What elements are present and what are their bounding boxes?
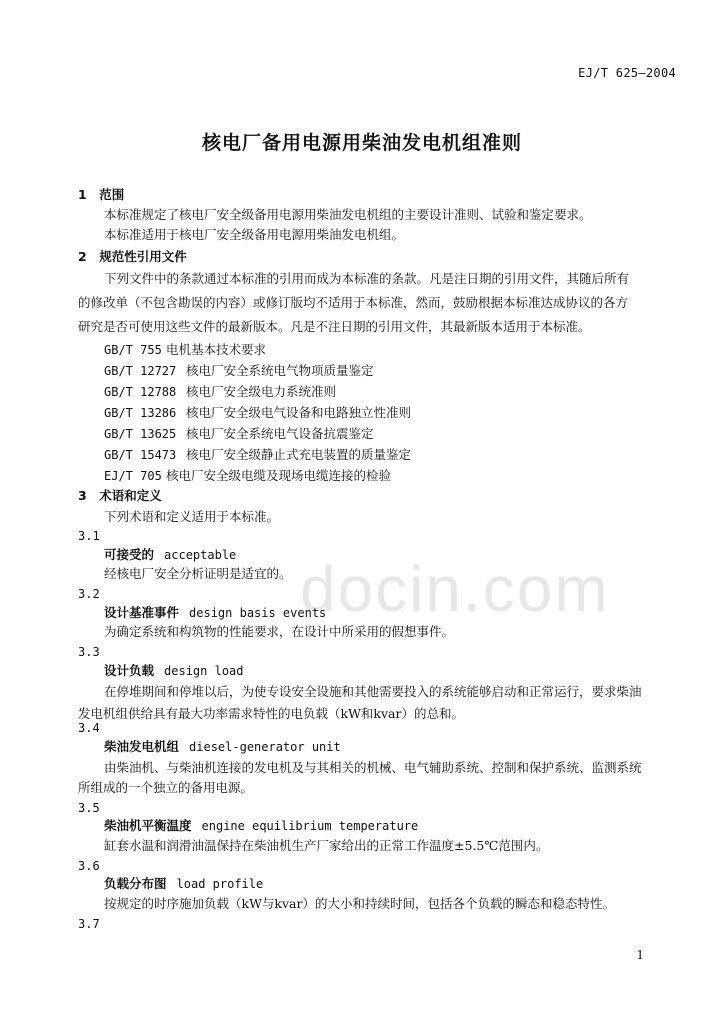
term-definition: 按规定的时序施加负载（kW与kvar）的大小和持续时间，包括各个负载的瞬态和稳态特性。 xyxy=(104,896,615,911)
section-2-paragraph-line-3: 研究是否可使用这些文件的最新版本。凡是不注日期的引用文件，其最新版本适用于本标准。 xyxy=(78,319,591,334)
term-en: design load xyxy=(164,664,244,678)
reference-code: GB/T 12727 xyxy=(104,364,177,378)
section-3-intro: 下列术语和定义适用于本标准。 xyxy=(104,509,280,524)
reference-item xyxy=(104,363,374,379)
reference-item xyxy=(104,405,411,421)
watermark: docin.com xyxy=(300,553,610,625)
term-definition: 由柴油机、与柴油机连接的发电机及与其相关的机械、电气辅助系统、控制和保护系统、监测系统 xyxy=(104,760,642,775)
reference-title: 电机基本技术要求 xyxy=(166,342,267,357)
term-heading xyxy=(104,663,244,679)
term-number: 3.4 xyxy=(78,721,100,735)
reference-code: GB/T 755 xyxy=(104,343,162,357)
term-zh: 负载分布图 xyxy=(104,876,167,891)
term-number: 3.1 xyxy=(78,529,100,543)
term-definition: 所组成的一个独立的备用电源。 xyxy=(78,780,254,795)
reference-item xyxy=(104,384,336,400)
reference-title: 核电厂安全级电力系统准则 xyxy=(186,384,337,399)
section-2-paragraph-line-1: 下列文件中的条款通过本标准的引用而成为本标准的条款。凡是注日期的引用文件，其随后所有 xyxy=(104,271,630,286)
term-number: 3.6 xyxy=(78,859,100,873)
term-zh: 设计负载 xyxy=(104,663,155,678)
term-en: load profile xyxy=(176,877,264,891)
term-number: 3.3 xyxy=(78,645,100,659)
standard-number: EJ/T 625—2004 xyxy=(578,66,676,80)
term-number: 3.2 xyxy=(78,587,100,601)
term-definition: 经核电厂安全分析证明是适宜的。 xyxy=(104,566,292,581)
section-3-heading: 3 术语和定义 xyxy=(78,488,162,503)
term-heading xyxy=(104,876,263,892)
reference-code: GB/T 15473 xyxy=(104,448,177,462)
reference-item xyxy=(104,447,411,463)
reference-code: EJ/T 705 xyxy=(104,469,162,483)
term-heading xyxy=(104,605,326,621)
term-zh: 设计基准事件 xyxy=(104,605,180,620)
reference-title: 核电厂安全级电气设备和电路独立性准则 xyxy=(186,405,412,420)
term-definition: 为确定系统和构筑物的性能要求，在设计中所采用的假想事件。 xyxy=(104,624,455,639)
reference-title: 核电厂安全系统电气物项质量鉴定 xyxy=(186,363,374,378)
reference-code: GB/T 12788 xyxy=(104,385,177,399)
term-number: 3.5 xyxy=(78,801,100,815)
section-1-paragraph-2: 本标准适用于核电厂安全级备用电源用柴油发电机组。 xyxy=(104,227,405,242)
term-number: 3.7 xyxy=(78,917,100,931)
section-1-paragraph-1: 本标准规定了核电厂安全级备用电源用柴油发电机组的主要设计准则、试验和鉴定要求。 xyxy=(104,207,592,222)
term-definition: 在停堆期间和停堆以后，为使专设安全设施和其他需要投入的系统能够启动和正常运行，要求柴油 xyxy=(104,684,642,699)
term-heading xyxy=(104,818,418,834)
term-zh: 柴油机平衡温度 xyxy=(104,818,192,833)
section-2-paragraph-line-2: 的修改单（不包含勘误的内容）或修订版均不适用于本标准，然而，鼓励根据本标准达成协议的各方 xyxy=(78,295,629,310)
section-2-heading: 2 规范性引用文件 xyxy=(78,249,187,264)
reference-item xyxy=(104,468,391,484)
term-zh: 可接受的 xyxy=(104,547,155,562)
reference-item xyxy=(104,426,374,442)
reference-item xyxy=(104,342,266,358)
document-title: 核电厂备用电源用柴油发电机组准则 xyxy=(201,132,522,154)
term-en: acceptable xyxy=(164,548,237,562)
term-en: engine equilibrium temperature xyxy=(201,819,419,833)
reference-code: GB/T 13625 xyxy=(104,427,177,441)
section-1-heading: 1 范围 xyxy=(78,187,125,202)
term-zh: 柴油发电机组 xyxy=(104,739,180,754)
term-en: design basis events xyxy=(189,606,327,620)
reference-title: 核电厂安全级静止式充电装置的质量鉴定 xyxy=(186,447,412,462)
term-heading xyxy=(104,547,236,563)
term-definition: 发电机组供给具有最大功率需求特性的电负载（kW和kvar）的总和。 xyxy=(78,706,464,721)
reference-code: GB/T 13286 xyxy=(104,406,177,420)
reference-title: 核电厂安全级电缆及现场电缆连接的检验 xyxy=(166,468,392,483)
term-definition: 缸套水温和润滑油温保持在柴油机生产厂家给出的正常工作温度±5.5℃范围内。 xyxy=(104,838,549,853)
term-en: diesel-generator unit xyxy=(189,740,341,754)
term-heading xyxy=(104,739,341,755)
page-number: 1 xyxy=(636,948,644,962)
reference-title: 核电厂安全系统电气设备抗震鉴定 xyxy=(186,426,374,441)
